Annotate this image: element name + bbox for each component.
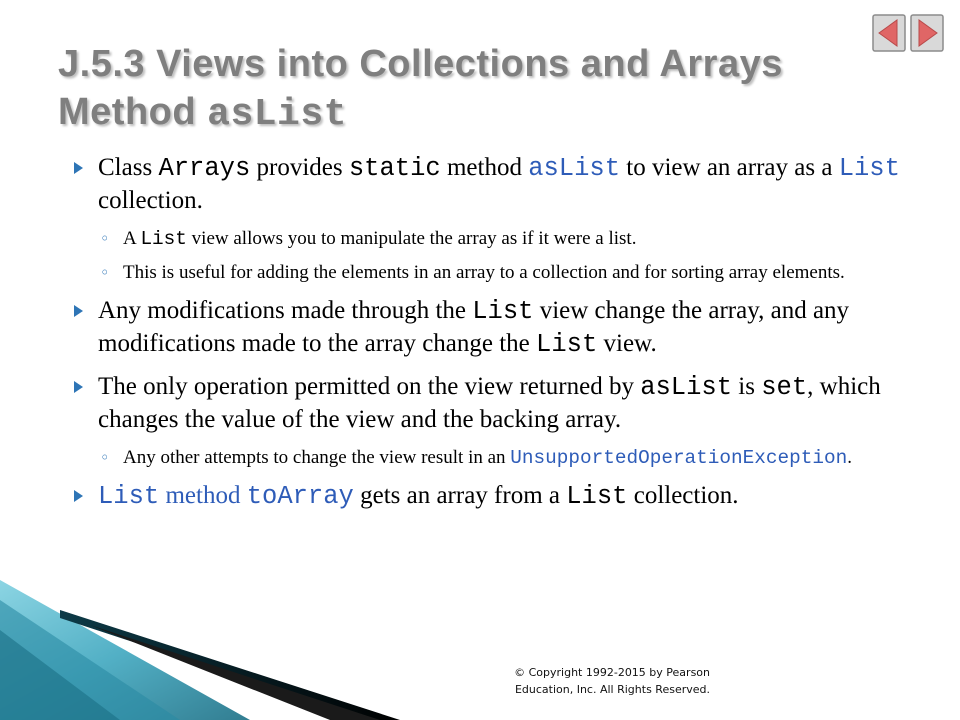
bullet-arrow-icon xyxy=(74,381,83,393)
code-list: List xyxy=(536,330,598,359)
code-list: List xyxy=(140,228,187,250)
text: is xyxy=(732,373,762,400)
bullet-toarray xyxy=(70,480,900,513)
sub-bullet-list-view xyxy=(70,227,900,251)
sub-bullet-unsupported xyxy=(70,446,900,470)
slide-content xyxy=(70,152,900,523)
code-list: List xyxy=(838,154,900,183)
text: . xyxy=(847,447,852,468)
text: This is useful for adding the elements in an array to a collection and for sorting array elements. xyxy=(123,262,845,283)
ring-bullet-icon: ◦ xyxy=(100,229,110,248)
text: to view an array as a xyxy=(620,154,839,181)
bullet-arrow-icon xyxy=(74,162,83,174)
text: collection. xyxy=(627,482,739,509)
text: gets an array from a xyxy=(353,482,567,509)
title-line-1: J.5.3 Views into Collections and Arrays xyxy=(58,43,783,85)
right-arrow-icon xyxy=(910,14,944,52)
decorative-sweep xyxy=(0,540,400,720)
code-list: List xyxy=(566,482,628,511)
bullet-modifications xyxy=(70,295,900,361)
copyright-line-1: © Copyright 1992-2015 by Pearson xyxy=(514,666,710,679)
bullet-arrow-icon xyxy=(74,490,83,502)
code-aslist: asList xyxy=(640,373,733,402)
slide-title xyxy=(58,40,858,139)
left-arrow-icon xyxy=(872,14,906,52)
bullet-arrays-aslist xyxy=(70,152,900,217)
text: Any modifications made through the xyxy=(98,297,473,324)
code-list: List xyxy=(98,482,160,511)
text: view allows you to manipulate the array as if it were a list. xyxy=(186,228,637,249)
text: The only operation permitted on the view returned by xyxy=(98,373,641,400)
text: method xyxy=(440,154,529,181)
title-line-2 xyxy=(58,88,858,139)
previous-slide-button[interactable] xyxy=(872,14,906,52)
code-toarray: toArray xyxy=(246,482,354,511)
title-line-2-prefix: Method xyxy=(58,91,208,133)
copyright-notice xyxy=(440,664,710,698)
text: , which changes the value of the view and the backing array. xyxy=(98,373,881,433)
code-static: static xyxy=(348,154,441,183)
code-set: set xyxy=(761,373,808,402)
text: Class xyxy=(98,154,159,181)
text: collection. xyxy=(98,187,203,214)
code-aslist: asList xyxy=(528,154,621,183)
bullet-only-operation xyxy=(70,371,900,436)
code-unsupported-operation-exception: UnsupportedOperationException xyxy=(510,447,848,469)
code-arrays: Arrays xyxy=(158,154,251,183)
text: provides xyxy=(250,154,349,181)
text: view. xyxy=(597,330,657,357)
text: A xyxy=(123,228,141,249)
code-list: List xyxy=(472,297,534,326)
next-slide-button[interactable] xyxy=(910,14,944,52)
ring-bullet-icon: ◦ xyxy=(100,263,110,282)
title-code-aslist: asList xyxy=(207,93,347,136)
text: view change the array, and any modifications made to the array change the xyxy=(98,297,850,357)
copyright-line-2: Education, Inc. All Rights Reserved. xyxy=(514,683,710,696)
ring-bullet-icon: ◦ xyxy=(100,448,110,467)
text: method xyxy=(159,482,247,509)
text: Any other attempts to change the view result in an xyxy=(123,447,511,468)
bullet-arrow-icon xyxy=(74,305,83,317)
sub-bullet-useful xyxy=(70,261,900,285)
